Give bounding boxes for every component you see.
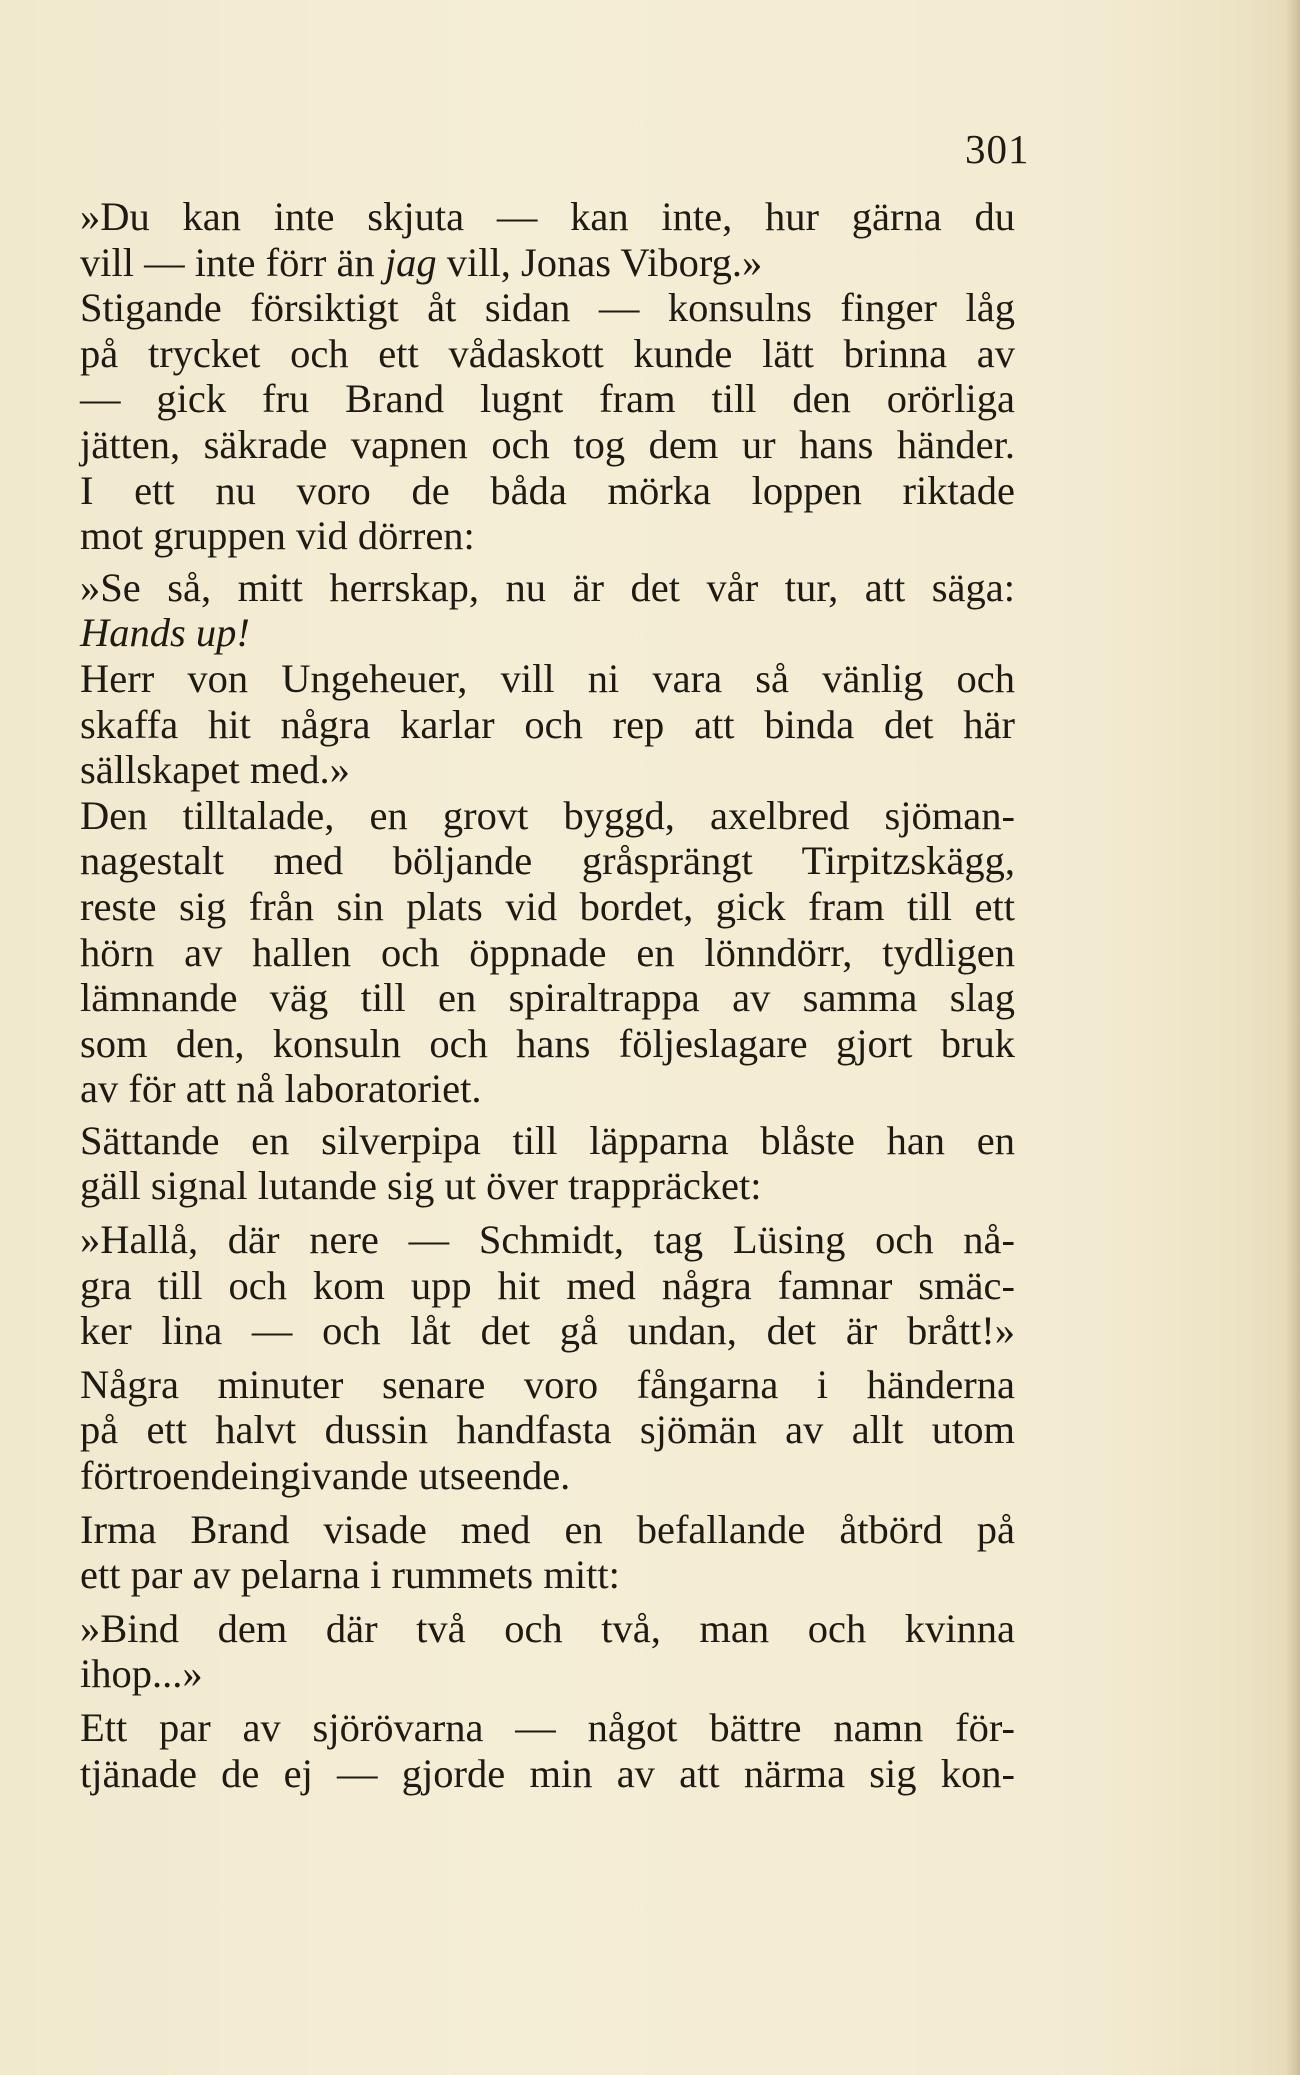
- text-line: Sättande en silverpipa till läpparna blåste han en: [80, 1117, 1015, 1163]
- text-line: skaffa hit några karlar och rep att binda det här: [80, 701, 1015, 747]
- text-line: — gick fru Brand lugnt fram till den orörliga: [80, 376, 1015, 422]
- text-line: Ett par av sjörövarna — något bättre namn för-: [80, 1705, 1015, 1750]
- text-line: förtroendeingivande utseende.: [80, 1453, 571, 1499]
- page-number: 301: [965, 126, 1030, 172]
- text-line: nagestalt med böljande gråsprängt Tirpitzskägg,: [80, 838, 1015, 884]
- page-edge-shadow: [1286, 0, 1300, 2075]
- text-line: Några minuter senare voro fångarna i händerna: [80, 1361, 1015, 1407]
- text-line: vill — inte förr än jag vill, Jonas Viborg.»: [80, 239, 763, 285]
- text-line: »Bind dem där två och två, man och kvinna: [80, 1605, 1015, 1651]
- text-line: lämnande väg till en spiraltrappa av samma slag: [80, 975, 1015, 1021]
- text-line: »Se så, mitt herrskap, nu är det vår tur, att säga:: [80, 564, 1015, 610]
- text-line: hörn av hallen och öppnade en lönndörr, tydligen: [80, 929, 1015, 975]
- text-line: I ett nu voro de båda mörka loppen riktade: [80, 467, 1015, 513]
- text-line: ett par av pelarna i rummets mitt:: [80, 1552, 620, 1598]
- text-line: Hands up!: [80, 610, 250, 656]
- body-text: [80, 194, 1015, 1796]
- text-line: mot gruppen vid dörren:: [80, 513, 475, 559]
- text-line: jätten, säkrade vapnen och tog dem ur hans händer.: [80, 421, 1015, 467]
- text-line: »Du kan inte skjuta — kan inte, hur gärna du: [80, 194, 1015, 239]
- text-line: som den, konsuln och hans följeslagare gjort bruk: [80, 1020, 1015, 1066]
- text-line: ker lina — och låt det gå undan, det är brått!»: [80, 1308, 1015, 1354]
- text-line: på trycket och ett vådaskott kunde lätt brinna av: [80, 330, 1015, 376]
- text-line: gäll signal lutande sig ut över trappräcket:: [80, 1163, 762, 1209]
- text-line: sällskapet med.»: [80, 747, 350, 793]
- text-line: reste sig från sin plats vid bordet, gick fram till ett: [80, 883, 1015, 929]
- text-line: Den tilltalade, en grovt byggd, axelbred sjöman-: [80, 792, 1015, 838]
- text-line: tjänade de ej — gjorde min av att närma sig kon-: [80, 1750, 1015, 1796]
- text-line: av för att nå laboratoriet.: [80, 1066, 482, 1112]
- text-line: gra till och kom upp hit med några famnar smäc-: [80, 1262, 1015, 1308]
- text-line: på ett halvt dussin handfasta sjömän av allt utom: [80, 1407, 1015, 1453]
- text-line: »Hallå, där nere — Schmidt, tag Lüsing och nå-: [80, 1217, 1015, 1263]
- text-line: Herr von Ungeheuer, vill ni vara så vänlig och: [80, 655, 1015, 701]
- text-line: Irma Brand visade med en befallande åtbörd på: [80, 1506, 1015, 1552]
- text-line: ihop...»: [80, 1651, 203, 1697]
- text-line: Stigande försiktigt åt sidan — konsulns finger låg: [80, 285, 1015, 331]
